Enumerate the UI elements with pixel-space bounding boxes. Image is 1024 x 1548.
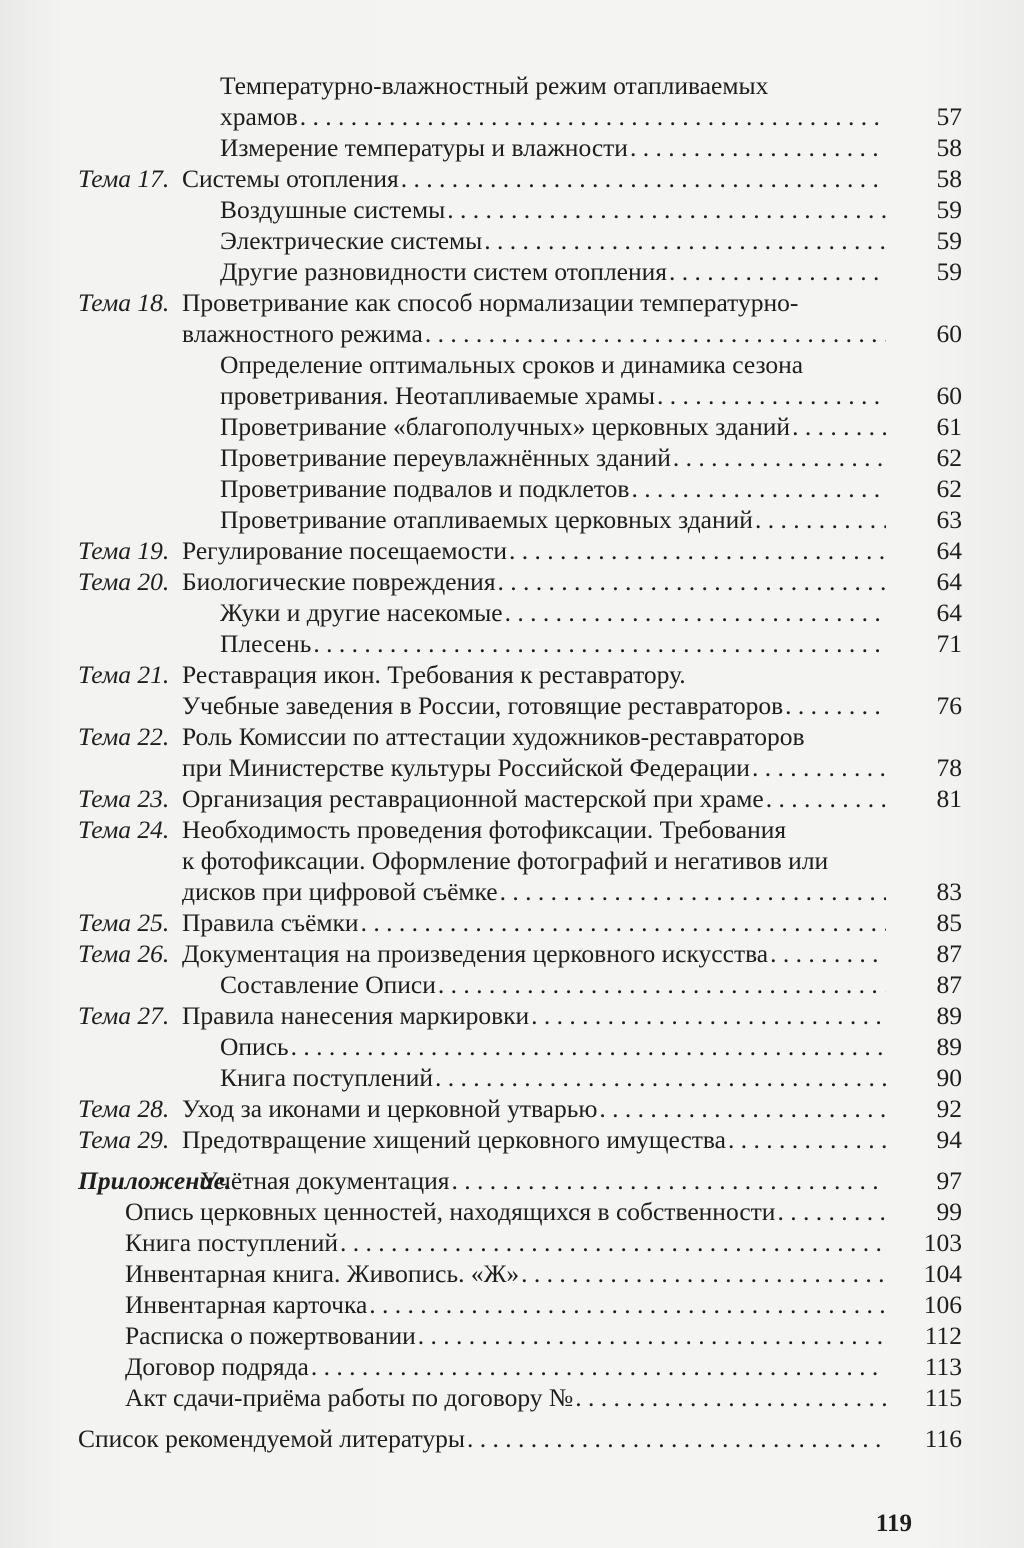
toc-entry[interactable] <box>0 1351 1024 1382</box>
toc-entry-page: 92 <box>936 1094 962 1123</box>
toc-entry[interactable] <box>0 1382 1024 1413</box>
toc-entry-page: 59 <box>936 226 962 255</box>
toc-entry-page: 62 <box>936 474 962 503</box>
toc-entry-title: Учебные заведения в России, готовящие реставраторов <box>182 691 784 720</box>
toc-entry-line <box>0 1093 1024 1124</box>
toc-entry-line <box>0 1289 1024 1320</box>
toc-entry-line <box>0 814 1024 845</box>
dot-leader <box>790 411 886 442</box>
toc-entry-line <box>0 1227 1024 1258</box>
page-number: 119 <box>875 1510 912 1537</box>
toc-entry-label: Тема 17. <box>78 164 170 193</box>
toc-entry-line <box>0 1165 1024 1196</box>
toc-entry[interactable] <box>0 70 1024 132</box>
toc-entry-page: 64 <box>936 567 962 596</box>
toc-entry-title: Документация на произведения церковного искусства <box>182 939 769 968</box>
toc-entry-page: 64 <box>936 536 962 565</box>
toc-entry[interactable] <box>0 256 1024 287</box>
toc-entry-label: Тема 23. <box>78 784 170 813</box>
toc-entry[interactable] <box>0 659 1024 721</box>
toc-entry[interactable] <box>0 597 1024 628</box>
toc-entry-page: 89 <box>936 1032 962 1061</box>
toc-entry[interactable] <box>0 287 1024 349</box>
dot-leader <box>519 1258 886 1289</box>
dot-leader <box>436 969 886 1000</box>
toc-entry-title: Правила нанесения маркировки <box>182 1001 530 1030</box>
toc-entry-title: Акт сдачи-приёма работы по договору № <box>125 1383 574 1412</box>
toc-entry-line <box>0 1000 1024 1031</box>
toc-entry[interactable] <box>0 1093 1024 1124</box>
toc-entry-label: Тема 28. <box>78 1094 170 1123</box>
toc-entry-label: Тема 29. <box>78 1125 170 1154</box>
dot-leader <box>726 1124 886 1155</box>
toc-entry-page: 58 <box>936 164 962 193</box>
toc-entry-title: Список рекомендуемой литературы <box>78 1424 465 1453</box>
toc-entry-page: 60 <box>936 381 962 410</box>
toc-entry-title: Регулирование посещаемости <box>182 536 508 565</box>
toc-entry[interactable] <box>0 1124 1024 1155</box>
toc-entry[interactable] <box>0 907 1024 938</box>
toc-entry-label: Приложение. <box>78 1166 232 1195</box>
toc-entry-label: Тема 19. <box>78 536 170 565</box>
dot-leader <box>783 690 886 721</box>
toc-entry-line <box>0 783 1024 814</box>
toc-entry[interactable] <box>0 1196 1024 1227</box>
toc-entry-title: Составление Описи <box>220 970 436 999</box>
toc-entry-page: 94 <box>936 1125 962 1154</box>
toc-entry-page: 62 <box>936 443 962 472</box>
toc-entry[interactable] <box>0 814 1024 907</box>
toc-entry[interactable] <box>0 1320 1024 1351</box>
toc-entry-title: Организация реставрационной мастерской при храме <box>182 784 764 813</box>
toc-entry-line <box>0 473 1024 504</box>
dot-leader <box>359 907 886 938</box>
toc-entry-title: Измерение температуры и влажности <box>220 133 628 162</box>
toc-entry-label: Тема 18. <box>78 288 170 317</box>
toc-entry-title: Договор подряда <box>125 1352 309 1381</box>
toc-entry-label: Тема 21. <box>78 660 170 689</box>
toc-entry[interactable] <box>0 504 1024 535</box>
toc-entry-title: Воздушные системы <box>220 195 446 224</box>
toc-entry[interactable] <box>0 349 1024 411</box>
toc-entry[interactable] <box>0 938 1024 969</box>
toc-entry-title: Проветривание переувлажнённых зданий <box>220 443 671 472</box>
toc-entry[interactable] <box>0 535 1024 566</box>
dot-leader <box>655 380 886 411</box>
toc-entry-label: Тема 20. <box>78 567 170 596</box>
toc-entry-title: Определение оптимальных сроков и динамика сезона <box>220 350 804 379</box>
toc-entry-label: Тема 22. <box>78 722 170 751</box>
toc-entry-title: проветривания. Неотапливаемые храмы <box>220 381 655 410</box>
toc-entry[interactable] <box>0 132 1024 163</box>
toc-entry[interactable] <box>0 1423 1024 1454</box>
toc-entry-line <box>0 628 1024 659</box>
toc-entry-line <box>0 690 1024 721</box>
toc-entry-title: влажностного режима <box>182 319 423 348</box>
toc-entry-line <box>0 349 1024 380</box>
dot-leader <box>367 1289 886 1320</box>
toc-entry-page: 71 <box>936 629 962 658</box>
toc-entry-page: 59 <box>936 195 962 224</box>
toc-entry[interactable] <box>0 163 1024 194</box>
toc-entry-line <box>0 70 1024 101</box>
toc-entry-title: Книга поступлений <box>220 1063 433 1092</box>
toc-entry-line <box>0 318 1024 349</box>
toc-entry-page: 116 <box>924 1424 962 1453</box>
toc-entry-line <box>0 380 1024 411</box>
toc-entry-label: Тема 24. <box>78 815 170 844</box>
toc-entry-line <box>0 194 1024 225</box>
dot-leader <box>629 473 886 504</box>
toc-entry-title: Проветривание отапливаемых церковных зданий <box>220 505 753 534</box>
toc-entry-page: 58 <box>936 133 962 162</box>
toc-entry-line <box>0 969 1024 1000</box>
toc-entry-page: 97 <box>936 1166 962 1195</box>
toc-entry-line <box>0 504 1024 535</box>
toc-entry[interactable] <box>0 783 1024 814</box>
dot-leader <box>433 1062 886 1093</box>
toc-entry-line <box>0 1062 1024 1093</box>
toc-entry-page: 60 <box>936 319 962 348</box>
toc-entry-label: Тема 27. <box>78 1001 170 1030</box>
toc-entry-page: 87 <box>936 939 962 968</box>
toc-entry-line <box>0 411 1024 442</box>
dot-leader <box>753 504 886 535</box>
toc-entry-title: Инвентарная карточка <box>125 1290 368 1319</box>
toc-entry[interactable] <box>0 721 1024 783</box>
toc-entry-title: Инвентарная книга. Живопись. «Ж» <box>125 1259 520 1288</box>
toc-entry-title: Проветривание как способ нормализации температурно- <box>182 288 799 317</box>
dot-leader <box>465 1423 886 1454</box>
toc-entry-line <box>0 1382 1024 1413</box>
toc-entry-page: 61 <box>936 412 962 441</box>
dot-leader <box>498 876 886 907</box>
dot-leader <box>764 783 886 814</box>
dot-leader <box>503 597 886 628</box>
dot-leader <box>750 752 886 783</box>
toc-entry-line <box>0 256 1024 287</box>
toc-entry-page: 115 <box>924 1383 962 1412</box>
toc-entry-line <box>0 845 1024 876</box>
toc-entry[interactable] <box>0 969 1024 1000</box>
toc-entry-page: 78 <box>936 753 962 782</box>
toc-entry[interactable] <box>0 411 1024 442</box>
toc-entry-label: Тема 26. <box>78 939 170 968</box>
toc-entry-title: Проветривание подвалов и подклетов <box>220 474 630 503</box>
toc-entry-page: 99 <box>936 1197 962 1226</box>
toc-entry-page: 85 <box>936 908 962 937</box>
dot-leader <box>416 1320 886 1351</box>
dot-leader <box>298 101 886 132</box>
toc-entry-title: Книга поступлений <box>125 1228 338 1257</box>
toc-entry-label: Тема 25. <box>78 908 170 937</box>
toc-entry-title: к фотофиксации. Оформление фотографий и негативов или <box>182 846 829 875</box>
toc-entry-line <box>0 287 1024 318</box>
toc-entry-page: 81 <box>936 784 962 813</box>
toc-entry-page: 57 <box>936 102 962 131</box>
dot-leader <box>597 1093 886 1124</box>
toc-entry-title: при Министерстве культуры Российской Федерации <box>182 753 750 782</box>
toc-entry-title: Температурно-влажностный режим отапливаемых <box>220 71 769 100</box>
toc-entry[interactable] <box>0 194 1024 225</box>
toc-entry-line <box>0 1124 1024 1155</box>
toc-entry[interactable] <box>0 1258 1024 1289</box>
dot-leader <box>399 163 886 194</box>
dot-leader <box>768 938 886 969</box>
dot-leader <box>423 318 886 349</box>
toc-entry-line <box>0 132 1024 163</box>
toc-entry[interactable] <box>0 1289 1024 1320</box>
toc-entry-line <box>0 1031 1024 1062</box>
toc-entry-line <box>0 938 1024 969</box>
toc-entry-title: Жуки и другие насекомые <box>220 598 503 627</box>
toc-entry-title: храмов <box>220 102 298 131</box>
dot-leader <box>667 256 886 287</box>
toc-entry-title: Плесень <box>220 629 312 658</box>
toc-entry[interactable] <box>0 628 1024 659</box>
toc-entry[interactable] <box>0 1165 1024 1196</box>
toc-entry-page: 112 <box>924 1321 962 1350</box>
toc-entry-line <box>0 225 1024 256</box>
toc-entry[interactable] <box>0 1062 1024 1093</box>
dot-leader <box>311 628 886 659</box>
toc-entry-page: 103 <box>923 1228 962 1257</box>
toc-entry-title: Реставрация икон. Требования к реставратору. <box>182 660 686 689</box>
toc-entry-title: Правила съёмки <box>182 908 359 937</box>
dot-leader <box>309 1351 886 1382</box>
toc-entry-page: 87 <box>936 970 962 999</box>
toc-entry[interactable] <box>0 566 1024 597</box>
toc-entry-page: 76 <box>936 691 962 720</box>
dot-leader <box>671 442 886 473</box>
toc-entry-page: 90 <box>936 1063 962 1092</box>
toc-entry-line <box>0 1351 1024 1382</box>
toc-entry-line <box>0 1258 1024 1289</box>
toc-entry-page: 89 <box>936 1001 962 1030</box>
dot-leader <box>289 1031 886 1062</box>
toc-entry-title: Опись церковных ценностей, находящихся в собственности <box>125 1197 776 1226</box>
dot-leader <box>338 1227 886 1258</box>
toc-entry-title: Проветривание «благополучных» церковных зданий <box>220 412 791 441</box>
toc-entry-line <box>0 659 1024 690</box>
toc-entry[interactable] <box>0 1031 1024 1062</box>
toc-entry-title: Расписка о пожертвовании <box>125 1321 416 1350</box>
dot-leader <box>507 535 886 566</box>
toc-entry-line <box>0 1320 1024 1351</box>
toc-entry-page: 59 <box>936 257 962 286</box>
dot-leader <box>628 132 886 163</box>
toc-entry-line <box>0 1423 1024 1454</box>
dot-leader <box>449 1165 886 1196</box>
toc-entry-page: 63 <box>936 505 962 534</box>
toc-entry[interactable] <box>0 1000 1024 1031</box>
dot-leader <box>775 1196 886 1227</box>
toc-entry-title: дисков при цифровой съёмке <box>182 877 498 906</box>
toc-entry-page: 64 <box>936 598 962 627</box>
dot-leader <box>496 566 886 597</box>
toc-entry-page: 83 <box>936 877 962 906</box>
toc-entry-line <box>0 163 1024 194</box>
toc-entry-title: Системы отопления <box>182 164 399 193</box>
toc-entry-title: Предотвращение хищений церковного имущества <box>182 1125 726 1154</box>
toc-entry-page: 113 <box>924 1352 962 1381</box>
toc-entry-line <box>0 597 1024 628</box>
toc-entry-title: Электрические системы <box>220 226 483 255</box>
dot-leader <box>573 1382 886 1413</box>
toc-entry[interactable] <box>0 225 1024 256</box>
toc-entry-line <box>0 907 1024 938</box>
toc-entry[interactable] <box>0 473 1024 504</box>
toc-entry-title: Биологические повреждения <box>182 567 496 596</box>
toc-entry-line <box>0 535 1024 566</box>
toc-entry-line <box>0 1196 1024 1227</box>
toc-entry-title: Необходимость проведения фотофиксации. Требования <box>182 815 787 844</box>
toc-entry-line <box>0 442 1024 473</box>
toc-entry-line <box>0 566 1024 597</box>
toc-entry-title: Учётная документация <box>200 1166 450 1195</box>
toc-entry-line <box>0 101 1024 132</box>
dot-leader <box>482 225 886 256</box>
toc-entry-page: 104 <box>923 1259 962 1288</box>
toc-entry-title: Опись <box>220 1032 289 1061</box>
toc-entry-title: Роль Комиссии по аттестации художников-реставраторов <box>182 722 805 751</box>
toc-entry-title: Другие разновидности систем отопления <box>220 257 668 286</box>
dot-leader <box>529 1000 886 1031</box>
toc-entry-line <box>0 752 1024 783</box>
toc-entry-page: 106 <box>923 1290 962 1319</box>
toc-entry-line <box>0 876 1024 907</box>
toc-entry-title: Уход за иконами и церковной утварью <box>182 1094 598 1123</box>
dot-leader <box>445 194 886 225</box>
toc-entry[interactable] <box>0 442 1024 473</box>
toc-entry[interactable] <box>0 1227 1024 1258</box>
toc-entry-line <box>0 721 1024 752</box>
